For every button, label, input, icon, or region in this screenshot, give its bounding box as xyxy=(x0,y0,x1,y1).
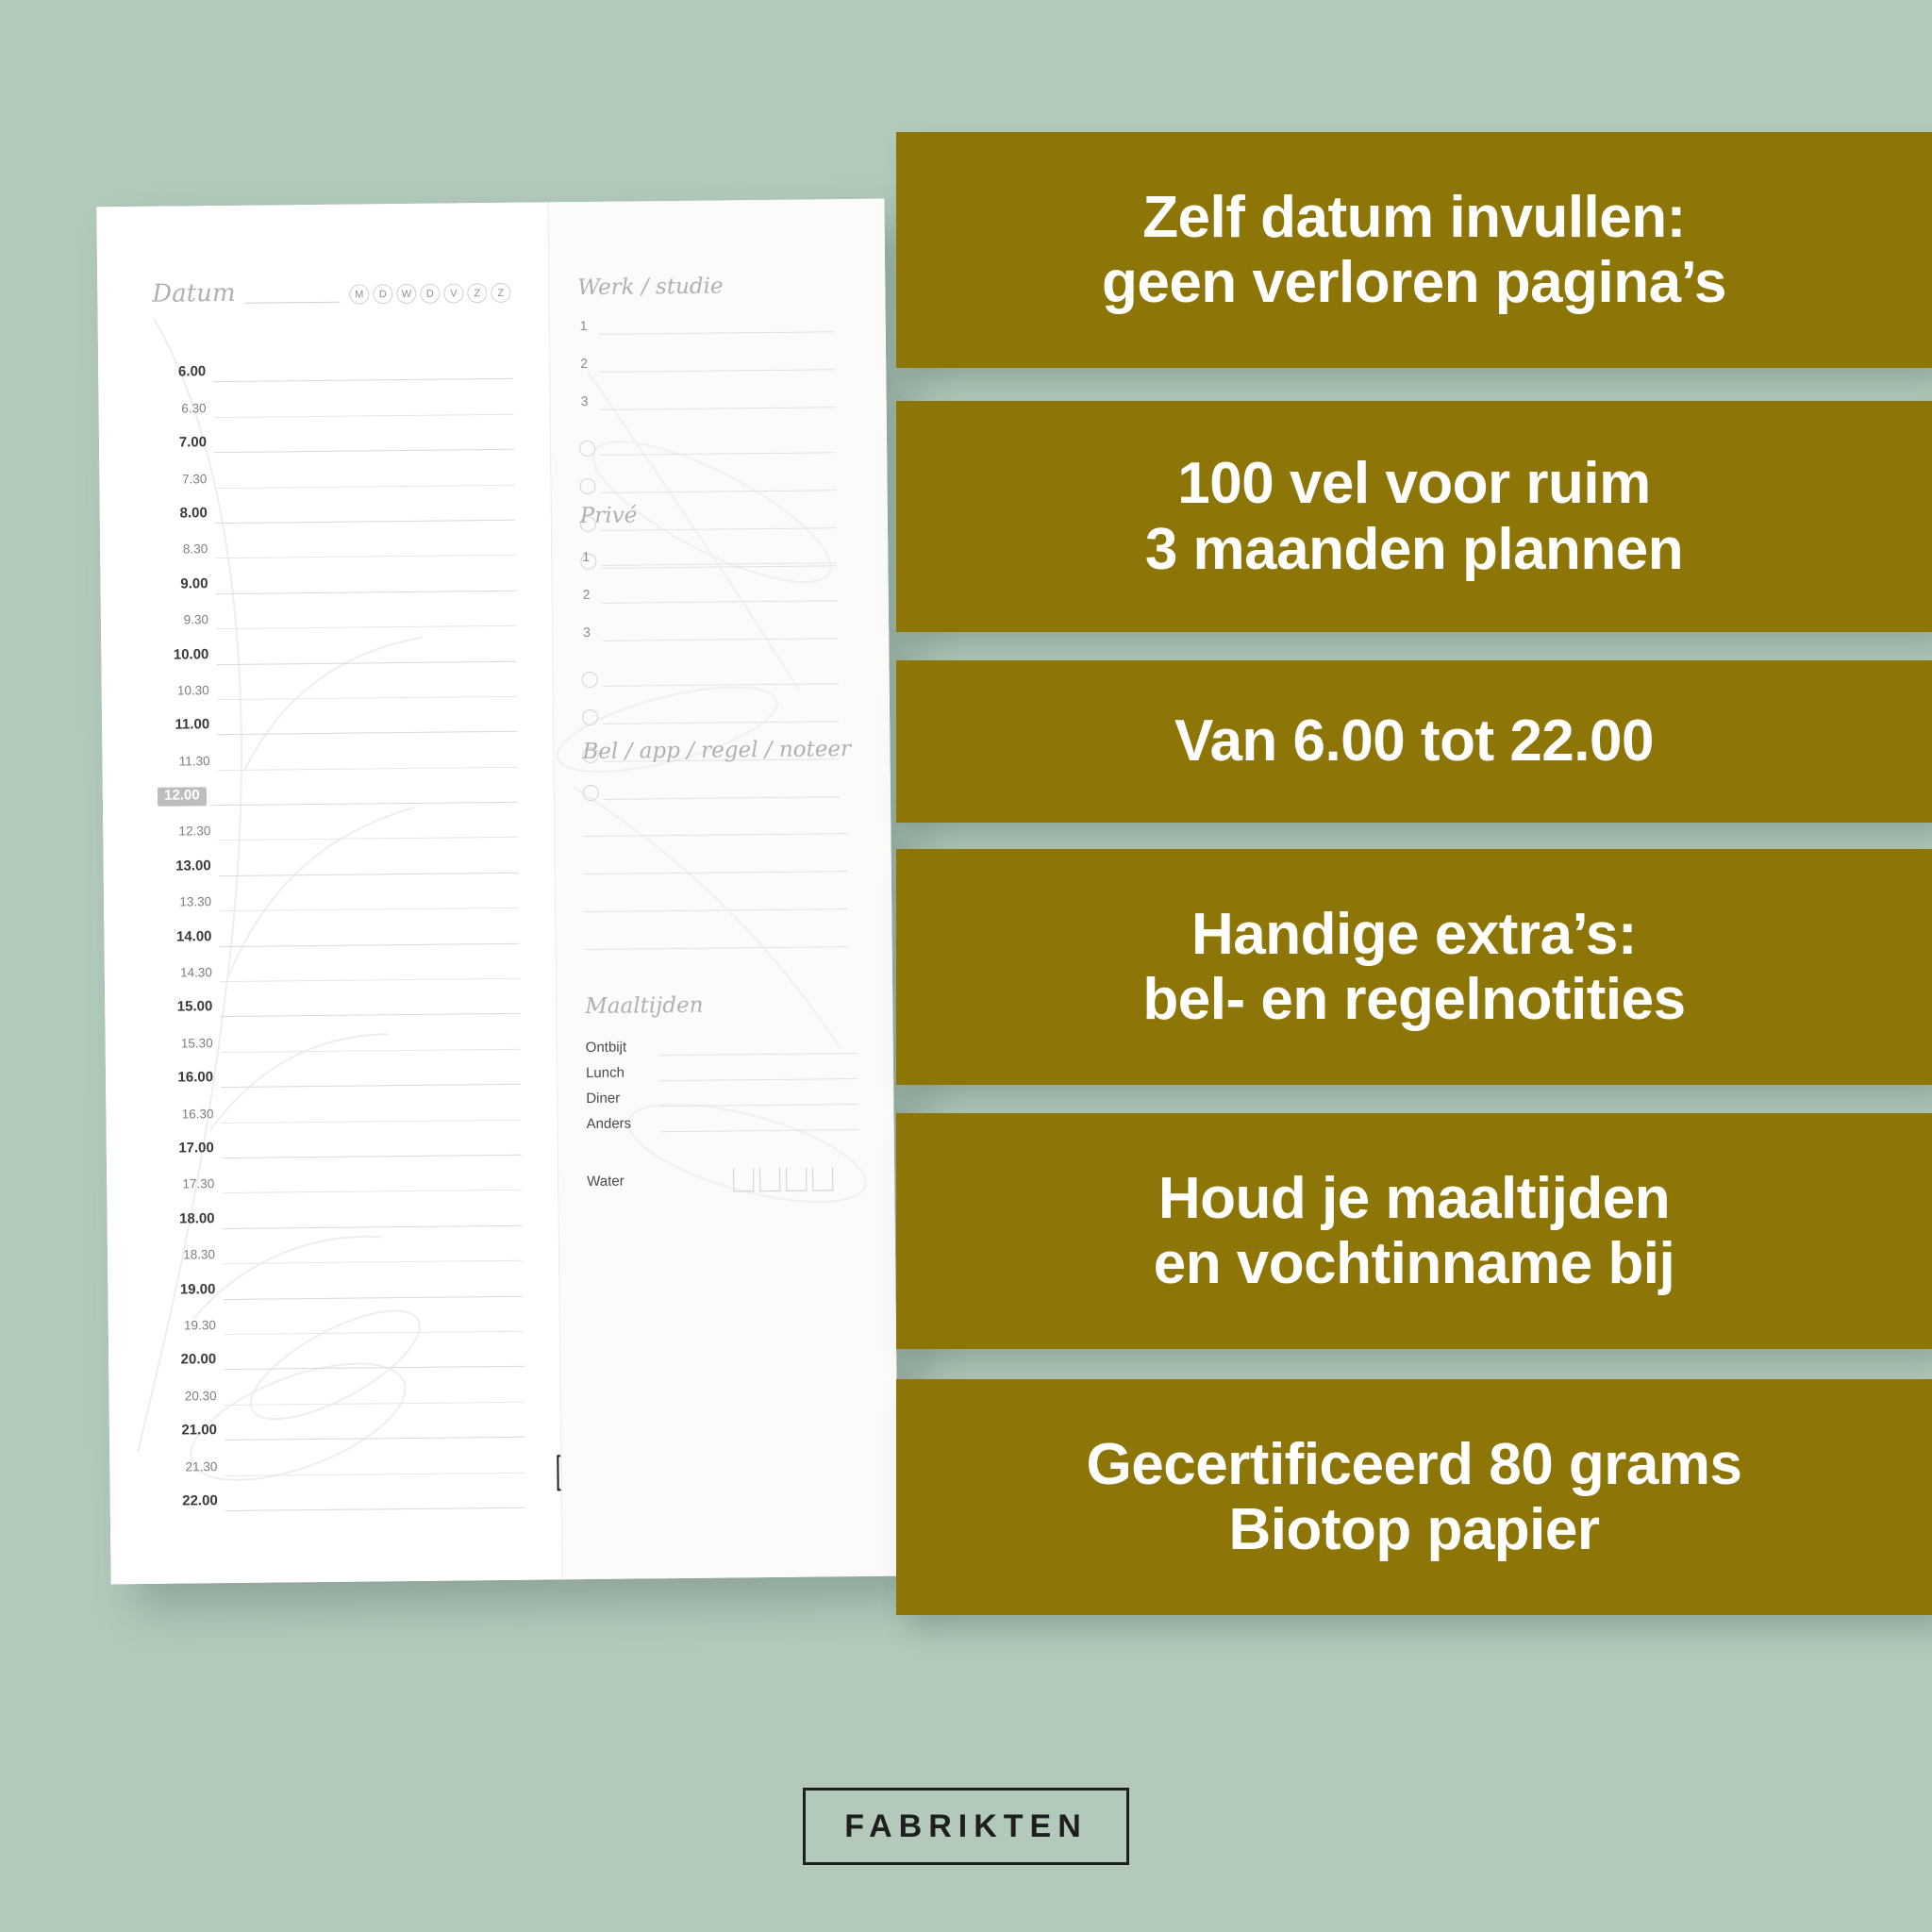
date-write-line[interactable] xyxy=(244,283,340,304)
prive-write-line[interactable] xyxy=(603,721,839,724)
feature-banner-3 xyxy=(896,660,1932,823)
section-title-prive: Privé xyxy=(579,503,638,529)
bel-write-line[interactable] xyxy=(584,908,848,912)
time-row[interactable] xyxy=(160,1050,521,1089)
time-row[interactable] xyxy=(157,697,517,736)
section-title-maaltijden: Maaltijden xyxy=(585,992,704,1020)
planner-right-page xyxy=(547,199,898,1580)
time-label: 22.00 xyxy=(182,1492,218,1509)
time-row[interactable] xyxy=(155,485,515,524)
meal-label-ontbijt: Ontbijt xyxy=(585,1039,627,1057)
prive-write-line[interactable] xyxy=(602,600,838,604)
feature-banner-2 xyxy=(896,401,1932,632)
time-row[interactable] xyxy=(164,1402,525,1441)
feature-banner-5 xyxy=(896,1113,1932,1349)
werk-write-line[interactable] xyxy=(601,490,837,493)
time-label: 10.00 xyxy=(173,645,209,663)
werk-write-line[interactable] xyxy=(599,369,835,373)
time-row[interactable] xyxy=(163,1296,524,1335)
water-glass-icon[interactable] xyxy=(733,1168,754,1191)
time-label: 8.30 xyxy=(182,541,208,557)
time-label: 21.00 xyxy=(181,1422,218,1439)
time-label: 14.00 xyxy=(175,927,212,945)
werk-item-number: 2 xyxy=(580,355,589,372)
time-row[interactable] xyxy=(153,379,513,418)
feature-banner-6 xyxy=(896,1379,1932,1615)
werk-item-number: 3 xyxy=(580,392,589,409)
meal-write-line[interactable] xyxy=(659,1104,858,1107)
prive-write-line[interactable] xyxy=(603,683,839,687)
time-label: 9.30 xyxy=(183,612,209,627)
werk-write-line[interactable] xyxy=(600,452,836,456)
section-title-bel-app: Bel / app / regel / noteer xyxy=(582,737,852,765)
time-label: 7.30 xyxy=(182,471,208,487)
feature-line-1: Handige extra’s: xyxy=(1191,901,1638,967)
time-label: 12.30 xyxy=(178,824,211,840)
time-label: 15.30 xyxy=(180,1035,213,1051)
time-row[interactable] xyxy=(161,1156,522,1194)
werk-item-number: 1 xyxy=(579,317,588,334)
weekday-chips xyxy=(349,283,510,305)
date-field-row xyxy=(152,276,510,308)
prive-checkbox[interactable] xyxy=(582,709,598,725)
time-row[interactable] xyxy=(156,661,516,700)
prive-item-number: 2 xyxy=(582,586,591,603)
time-label: 13.00 xyxy=(175,858,211,874)
prive-write-line[interactable] xyxy=(602,638,838,641)
feature-line-2: bel- en regelnotities xyxy=(1142,967,1686,1032)
prive-checkbox[interactable] xyxy=(582,672,598,688)
feature-banner-6-text xyxy=(1087,1432,1742,1563)
time-row[interactable] xyxy=(154,415,514,454)
feature-line-2: geen verloren pagina’s xyxy=(1101,250,1727,315)
time-row[interactable] xyxy=(156,626,516,665)
time-row[interactable] xyxy=(158,838,518,876)
time-row[interactable] xyxy=(162,1261,523,1300)
time-row[interactable] xyxy=(162,1226,523,1265)
time-label: 11.30 xyxy=(178,753,210,769)
time-label: 10.30 xyxy=(176,683,209,698)
water-glass-icon[interactable] xyxy=(812,1167,833,1191)
time-row[interactable] xyxy=(158,908,519,947)
time-label: 20.00 xyxy=(180,1351,217,1368)
werk-checkbox[interactable] xyxy=(579,441,595,457)
time-row[interactable] xyxy=(159,943,520,982)
feature-line-2: 3 maanden plannen xyxy=(1144,516,1684,582)
time-row[interactable] xyxy=(154,450,514,489)
meal-label-anders: Anders xyxy=(586,1115,632,1133)
time-row[interactable] xyxy=(161,1191,522,1229)
time-label: 17.30 xyxy=(182,1176,215,1191)
time-row[interactable] xyxy=(161,1120,522,1158)
prive-write-line[interactable] xyxy=(604,796,840,800)
feature-banner-2-text xyxy=(1145,451,1683,582)
water-label: Water xyxy=(587,1173,625,1191)
feature-line-1: Zelf datum invullen: xyxy=(1142,184,1686,250)
time-label: 13.30 xyxy=(179,894,212,909)
water-glass-icon[interactable] xyxy=(786,1168,807,1191)
time-row[interactable] xyxy=(155,556,515,594)
werk-write-line[interactable] xyxy=(601,565,837,569)
feature-banner-1-text xyxy=(1102,185,1726,316)
prive-item-number: 3 xyxy=(583,624,591,641)
meal-label-lunch: Lunch xyxy=(585,1064,625,1082)
time-label: 19.00 xyxy=(179,1280,216,1298)
meal-write-line[interactable] xyxy=(660,1129,858,1132)
weekday-chip[interactable]: Z xyxy=(491,283,510,303)
time-label: 20.30 xyxy=(184,1388,217,1404)
feature-line-2: Biotop papier xyxy=(1228,1497,1600,1562)
feature-banner-3-text: Van 6.00 tot 22.00 xyxy=(1174,708,1654,774)
time-label: 8.00 xyxy=(179,505,208,522)
time-label: 18.30 xyxy=(183,1247,216,1262)
time-row[interactable] xyxy=(159,1014,520,1053)
time-label: 14.30 xyxy=(180,965,212,980)
date-label: Datum xyxy=(152,278,236,308)
time-label: 11.00 xyxy=(175,716,210,733)
time-write-line[interactable] xyxy=(225,1507,525,1511)
feature-banner-4 xyxy=(896,849,1932,1085)
time-row[interactable] xyxy=(164,1438,525,1476)
time-row[interactable] xyxy=(163,1332,524,1371)
time-schedule-list xyxy=(153,344,525,1512)
feature-line-1: Gecertificeerd 80 grams xyxy=(1086,1431,1742,1497)
weekday-chip[interactable]: M xyxy=(349,284,369,304)
time-row[interactable] xyxy=(153,344,513,383)
time-label: 6.30 xyxy=(181,400,207,416)
meal-label-diner: Diner xyxy=(586,1090,621,1108)
time-row[interactable] xyxy=(156,591,516,630)
time-row[interactable] xyxy=(158,874,519,912)
werk-write-line[interactable] xyxy=(600,407,836,410)
planner-left-page xyxy=(96,202,561,1584)
section-title-werk-studie: Werk / studie xyxy=(577,274,724,301)
time-label: 16.00 xyxy=(177,1069,214,1086)
werk-write-line[interactable] xyxy=(601,527,837,531)
prive-item-number: 1 xyxy=(582,548,591,565)
time-label: 19.30 xyxy=(183,1318,216,1333)
werk-checkbox[interactable] xyxy=(579,478,595,494)
time-row[interactable] xyxy=(160,1085,521,1124)
time-label: 6.00 xyxy=(177,363,207,380)
time-label: 17.00 xyxy=(178,1140,214,1157)
bel-write-line[interactable] xyxy=(583,833,847,837)
time-row[interactable] xyxy=(157,732,517,771)
feature-banner-4-text xyxy=(1142,902,1685,1033)
time-row[interactable] xyxy=(163,1367,524,1406)
water-glass-icon[interactable] xyxy=(759,1168,780,1191)
time-label: 7.00 xyxy=(178,434,208,451)
weekday-chip[interactable]: V xyxy=(443,283,463,303)
time-row[interactable] xyxy=(158,803,518,841)
weekday-chip[interactable]: D xyxy=(420,284,440,304)
time-label: 21.30 xyxy=(185,1458,218,1474)
time-label: 18.00 xyxy=(178,1209,215,1227)
weekday-chip[interactable]: D xyxy=(373,284,392,304)
feature-line-2: en vochtinname bij xyxy=(1153,1231,1675,1296)
weekday-chip[interactable]: Z xyxy=(467,283,487,303)
time-label: 12.00 xyxy=(158,787,207,807)
planner-spread xyxy=(96,199,898,1585)
time-label: 16.30 xyxy=(181,1106,214,1122)
werk-write-line[interactable] xyxy=(599,331,835,335)
prive-checkbox[interactable] xyxy=(583,785,599,801)
feature-banner-1 xyxy=(896,132,1932,368)
time-label: 9.00 xyxy=(180,575,208,592)
meal-write-line[interactable] xyxy=(659,1078,858,1081)
brand-logo: FABRIKTEN xyxy=(803,1788,1129,1865)
time-label: 15.00 xyxy=(176,998,213,1015)
feature-banner-5-text xyxy=(1154,1166,1675,1297)
bel-write-line[interactable] xyxy=(584,871,848,874)
time-row[interactable] xyxy=(158,767,518,806)
feature-line-1: Houd je maaltijden xyxy=(1158,1165,1671,1231)
time-row[interactable] xyxy=(155,521,515,559)
bel-write-line[interactable] xyxy=(585,946,849,950)
feature-line-1: 100 vel voor ruim xyxy=(1177,451,1651,517)
weekday-chip[interactable]: W xyxy=(396,284,416,304)
time-row[interactable] xyxy=(164,1473,525,1511)
meal-write-line[interactable] xyxy=(659,1053,858,1056)
leaf-watermark-right-svg xyxy=(548,199,898,1580)
time-row[interactable] xyxy=(159,979,520,1018)
leaf-watermark-right xyxy=(548,199,898,1580)
